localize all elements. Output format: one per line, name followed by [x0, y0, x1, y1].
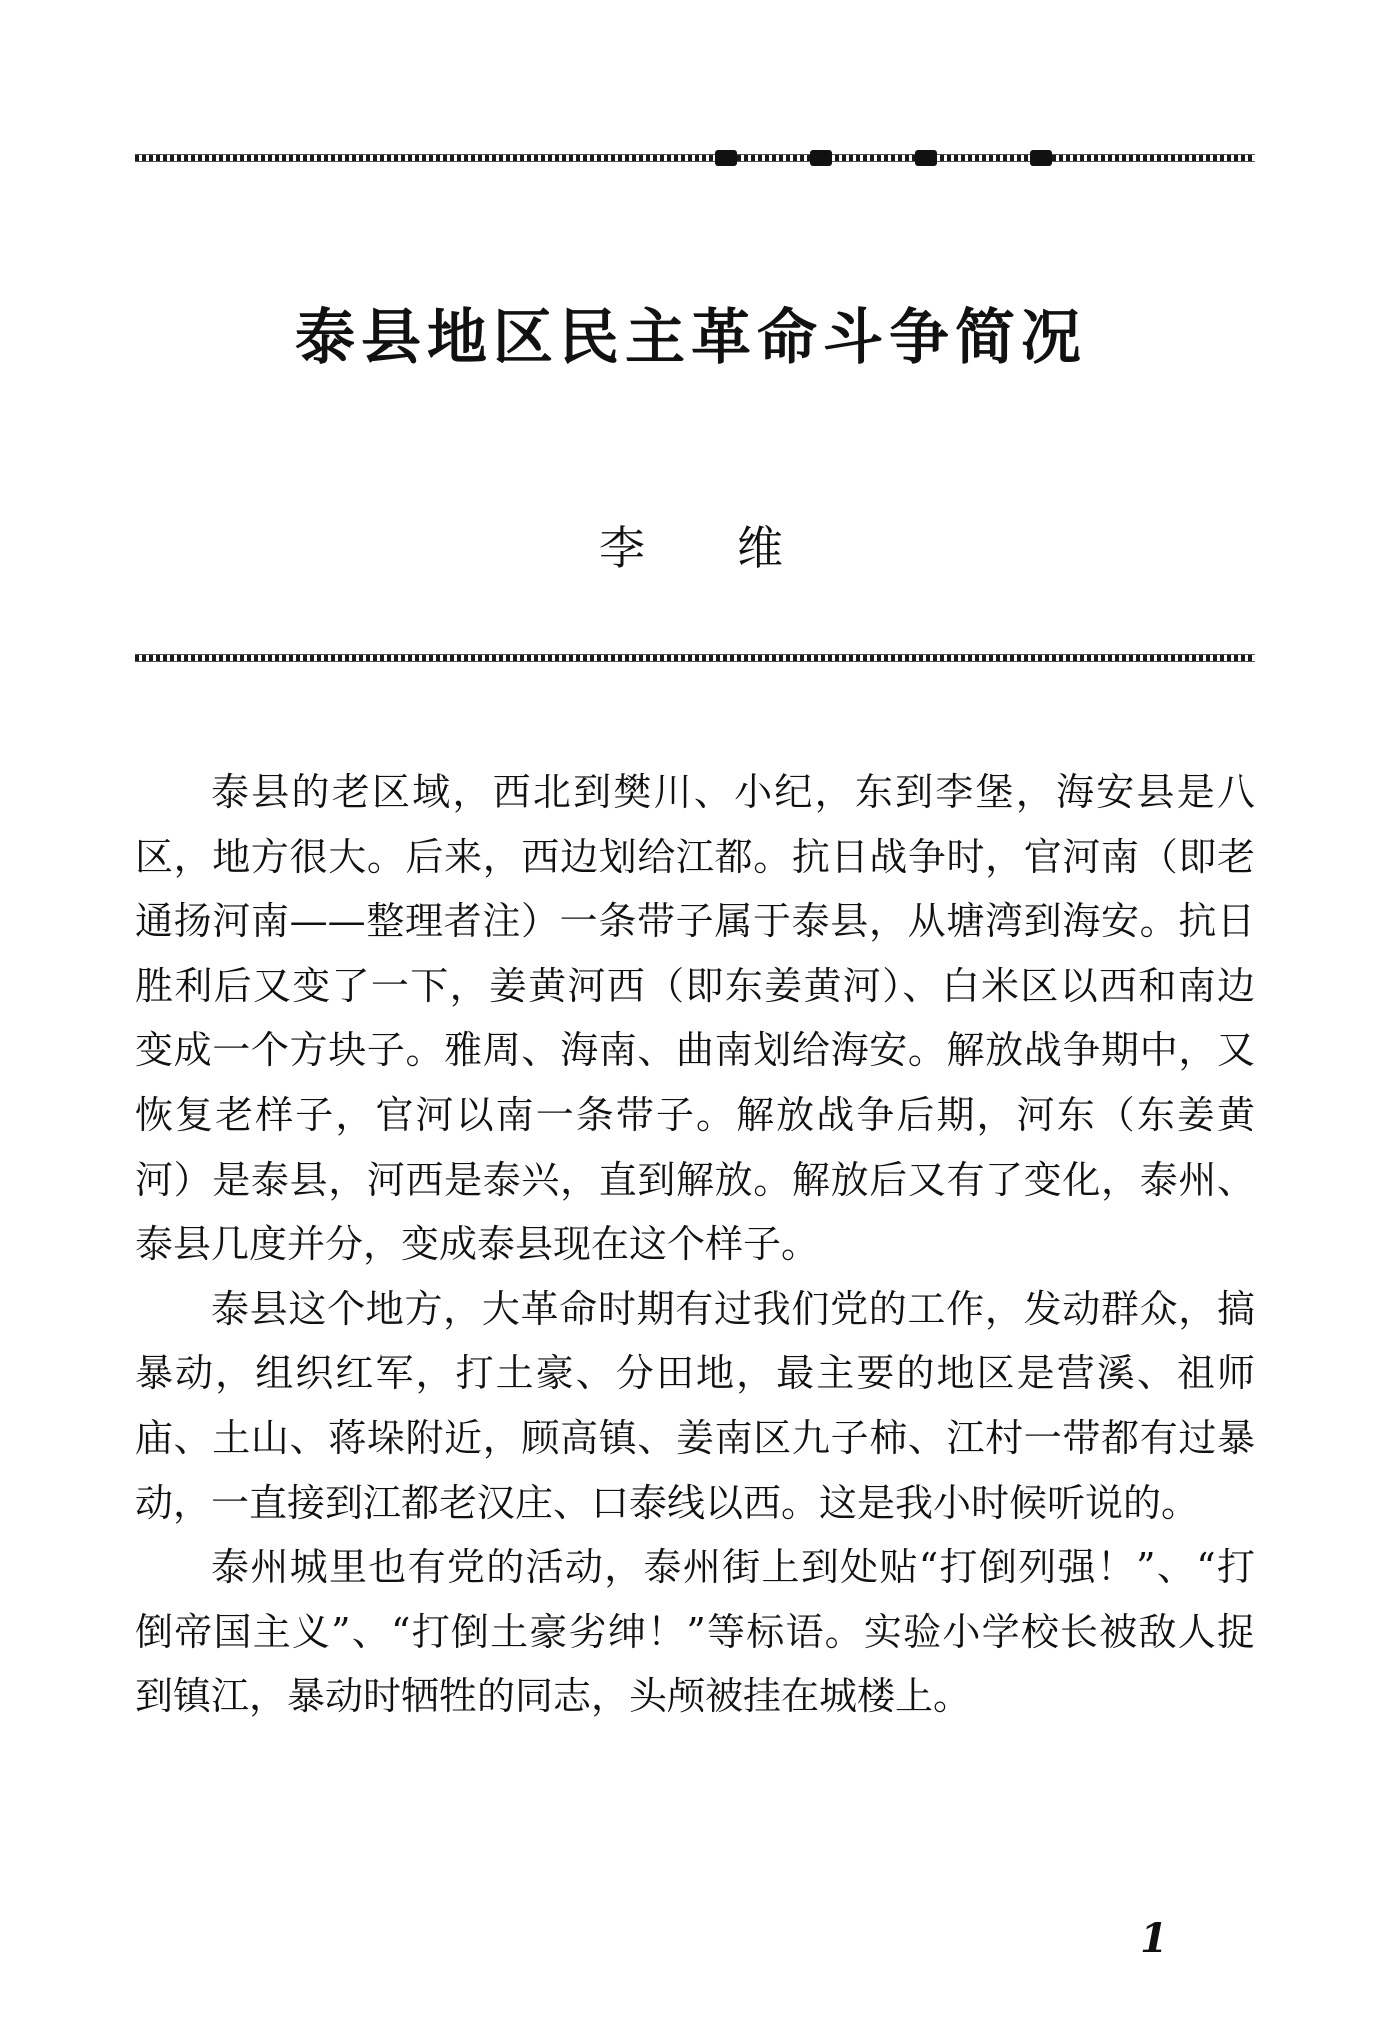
- rule-ornament: [915, 150, 937, 166]
- paragraph: 泰县的老区域，西北到樊川、小纪，东到李堡，海安县是八区，地方很大。后来，西边划给江都。抗日战争时，官河南（即老通扬河南——整理者注）一条带子属于泰县，从塘湾到海安。抗日胜利后又变了一下，姜黄河西（即东姜黄河）、白米区以西和南边变成一个方块子。雅周、海南、曲南划给海安。解放战争期中，又恢复老样子，官河以南一条带子。解放战争后期，河东（东姜黄河）是泰县，河西是泰兴，直到解放。解放后又有了变化，泰州、泰县几度并分，变成泰县现在这个样子。: [135, 770, 1255, 1267]
- author-surname: 李: [599, 521, 645, 575]
- paragraph: 泰州城里也有党的活动，泰州街上到处贴“打倒列强！”、“打倒帝国主义”、“打倒土豪劣绅！”等标语。实验小学校长被敌人捉到镇江，暴动时牺牲的同志，头颅被挂在城楼上。: [135, 1545, 1255, 1719]
- bottom-ornamental-rule: [135, 654, 1255, 662]
- article-title: 泰县地区民主革命斗争简况: [295, 303, 1087, 373]
- top-ornamental-rule: [135, 154, 1255, 162]
- page-number: 1: [1140, 1915, 1168, 1962]
- rule-ornament: [810, 150, 832, 166]
- article-body: [135, 760, 1255, 1729]
- rule-ornament: [1030, 150, 1052, 166]
- paragraph: 泰县这个地方，大革命时期有过我们党的工作，发动群众，搞暴动，组织红军，打土豪、分田地，最主要的地区是营溪、祖师庙、土山、蒋垛附近，顾高镇、姜南区九子柿、江村一带都有过暴动，一直接到江都老汉庄、口泰线以西。这是我小时候听说的。: [135, 1286, 1255, 1525]
- author-given-name: 维: [737, 521, 783, 575]
- author-byline: [0, 512, 1382, 578]
- rule-ornament: [715, 150, 737, 166]
